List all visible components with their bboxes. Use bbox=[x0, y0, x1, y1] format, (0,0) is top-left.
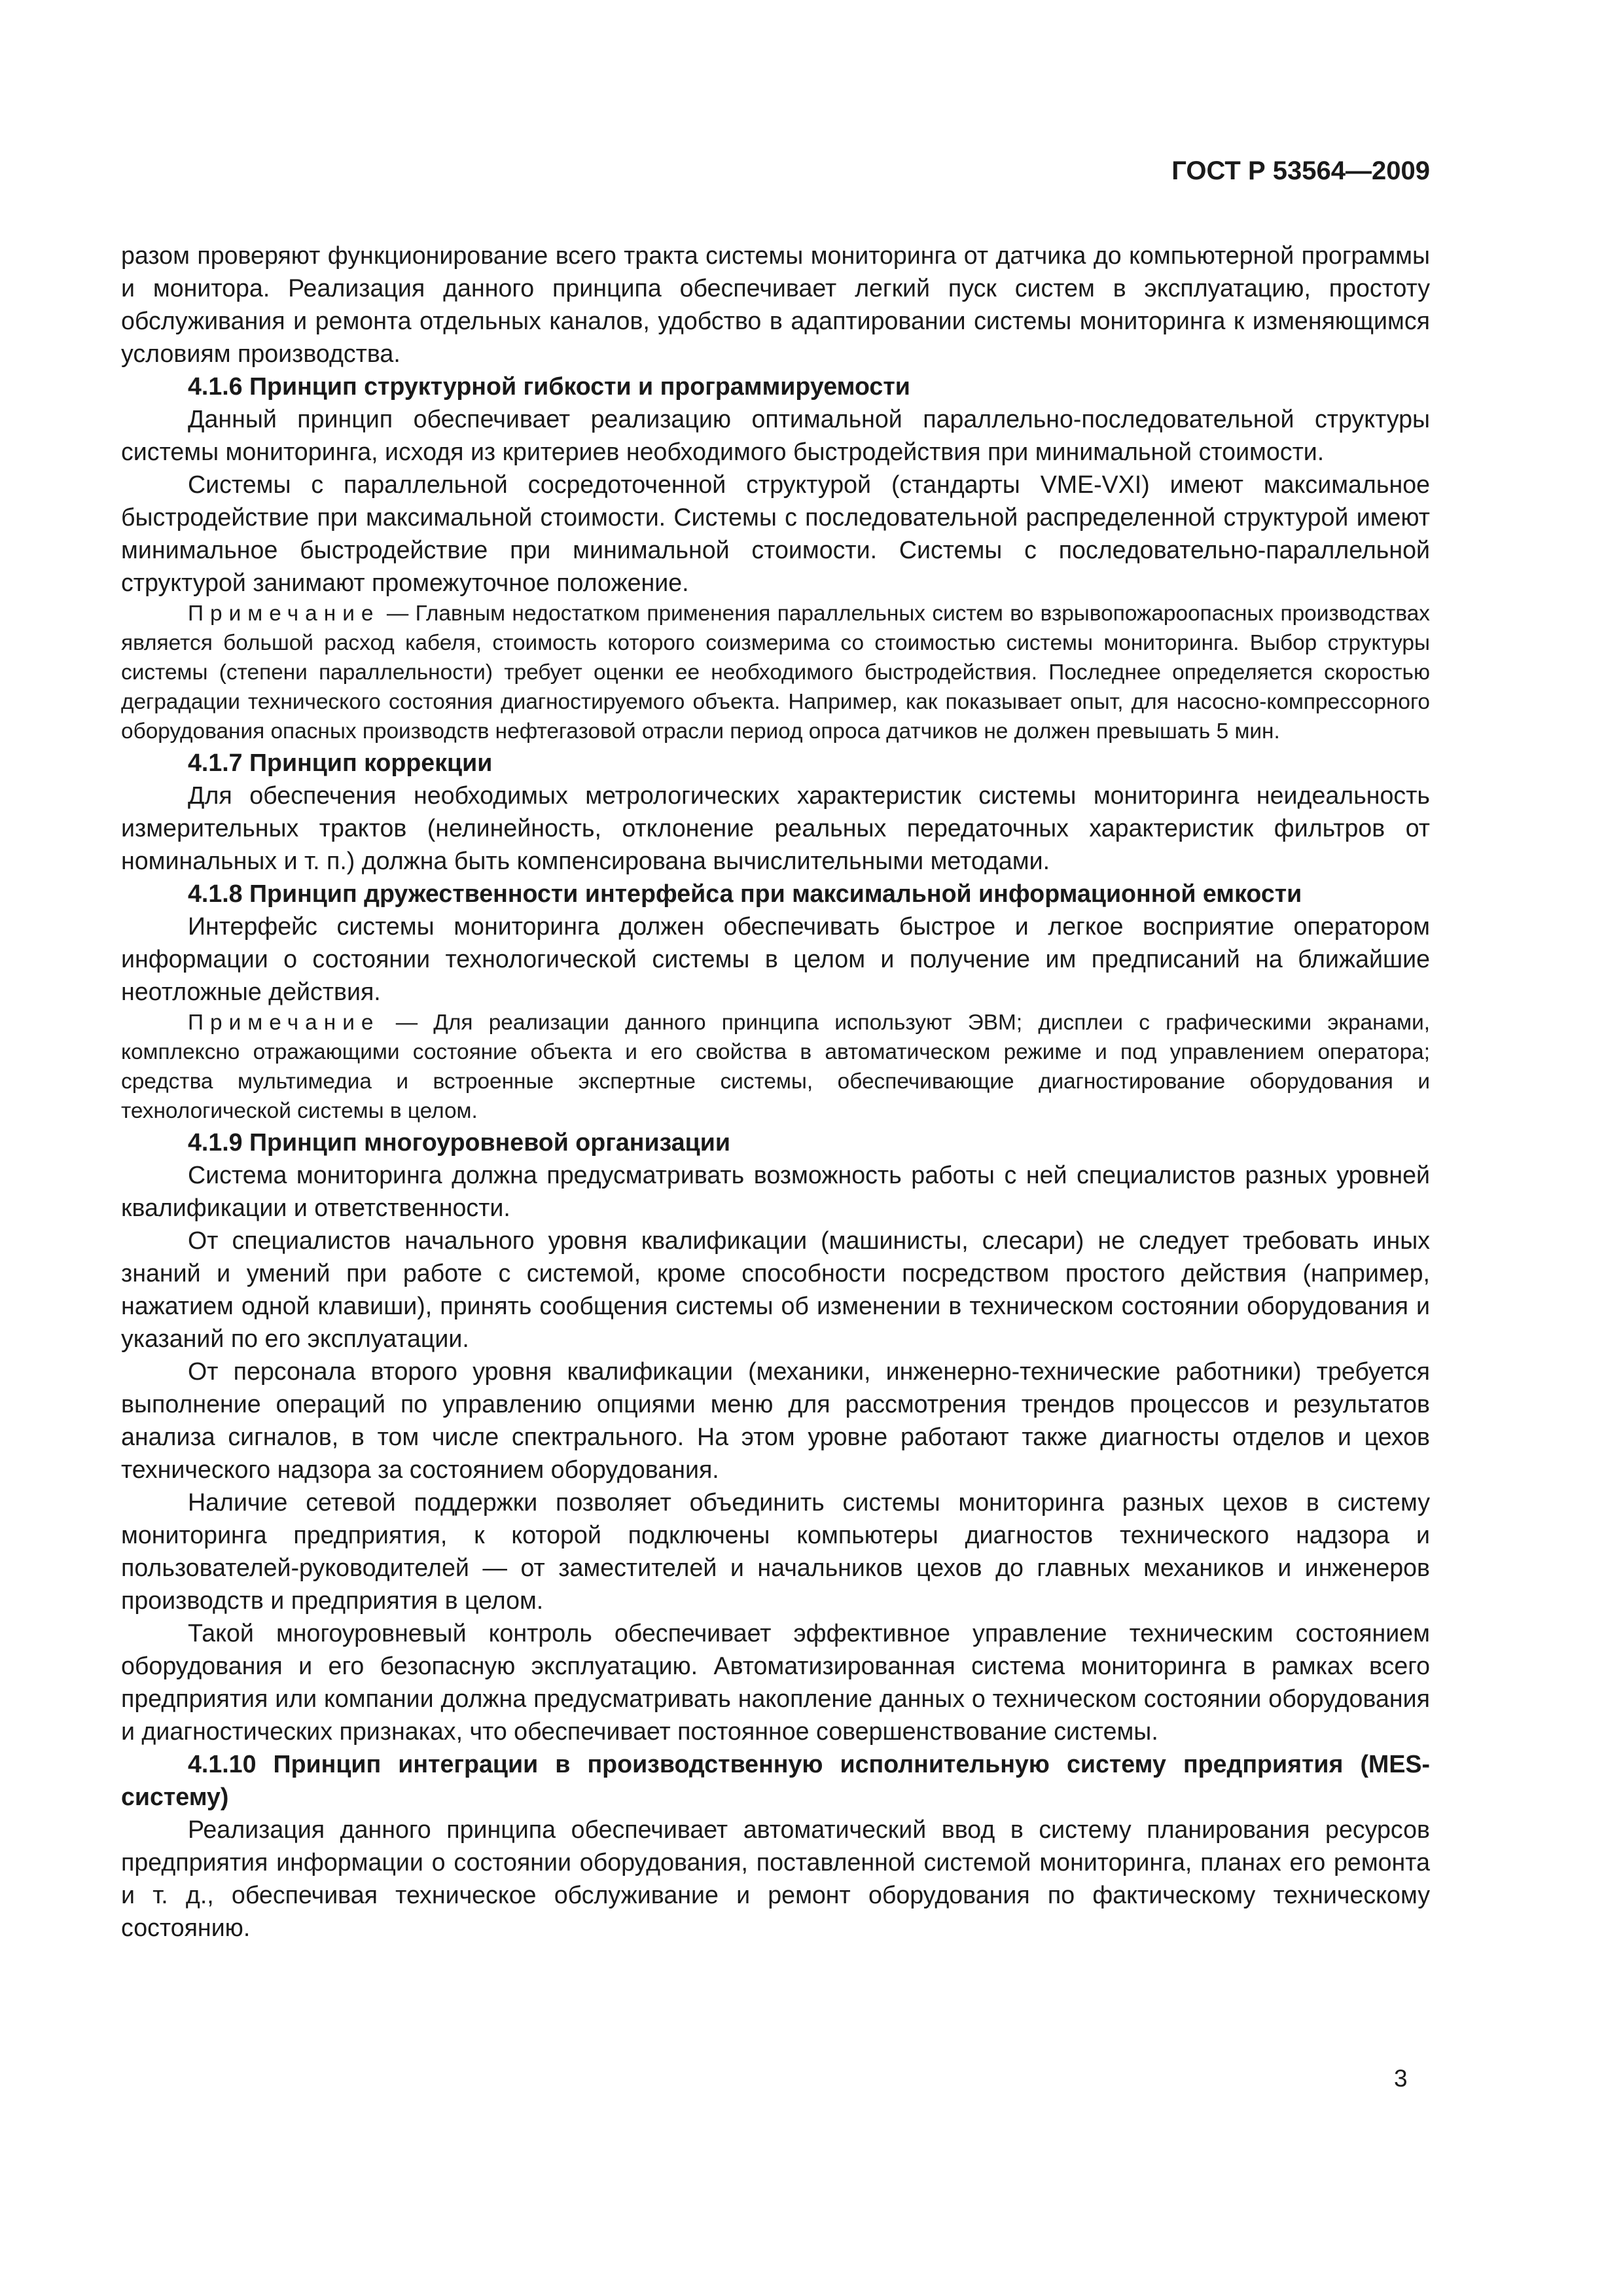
section-heading-4-1-9: 4.1.9 Принцип многоуровневой организации bbox=[188, 1128, 730, 1156]
document-body bbox=[121, 239, 1430, 1944]
paragraph-4-1-9-3: От персонала второго уровня квалификации (механики, инженерно-технические работники) требуется выполнение операций по управлению опциями меню для рассмотрения трендов процессов и результатов анализа сигналов, в том числе спектрального. На этом уровне работают также диагносты отделов и цехов технического надзора за состоянием оборудования. bbox=[121, 1357, 1430, 1483]
paragraph-4-1-9-5: Такой многоуровневый контроль обеспечивает эффективное управление техническим состоянием оборудования и его безопасную эксплуатацию. Автоматизированная система мониторинга в рамках всего предприятия или компании должна предусматривать накопление данных о техническом состоянии оборудования и диагностических признаках, что обеспечивает постоянное совершенствование системы. bbox=[121, 1619, 1430, 1745]
paragraph-intro-continuation: разом проверяют функционирование всего тракта системы мониторинга от датчика до компьютерной программы и монитора. Реализация данного принципа обеспечивает легкий пуск систем в эксплуатацию, простоту обслуживания и ремонта отдельных каналов, удобство в адаптировании системы мониторинга к изменяющимся условиям производства. bbox=[121, 242, 1430, 367]
note-text: — Главным недостатком применения параллельных систем во взрывопожароопасных производствах является большой расход кабеля, стоимость которого соизмерима со стоимостью системы мониторинга. Выбор структуры системы (степени параллельности) требует оценки ее необходимого быстродействия. Последнее определяется скоростью деградации технического состояния диагностируемого объекта. Например, как показывает опыт, для насосно-компрессорного оборудования опасных производств нефтегазовой отрасли период опроса датчиков не должен превышать 5 мин. bbox=[121, 601, 1430, 744]
section-heading-4-1-8: 4.1.8 Принцип дружественности интерфейса при максимальной информационной емкости bbox=[188, 880, 1302, 907]
paragraph-4-1-6-1: Данный принцип обеспечивает реализацию оптимальной параллельно-последовательной структуры системы мониторинга, исходя из критериев необходимого быстродействия при минимальной стоимости. bbox=[121, 405, 1430, 465]
note-text: — Для реализации данного принципа используют ЭВМ; дисплеи с графическими экранами, комплексно отражающими состояние объекта и его свойства в автоматическом режиме и под управлением оператора; средства мультимедиа и встроенные экспертные системы, обеспечивающие диагностирование оборудования и технологической системы в целом. bbox=[121, 1011, 1430, 1123]
note-block-1 bbox=[121, 599, 1430, 746]
document-id-header: ГОСТ Р 53564—2009 bbox=[1171, 156, 1430, 185]
paragraph-4-1-6-2: Системы с параллельной сосредоточенной структурой (стандарты VME-VXI) имеют максимальное быстродействие при максимальной стоимости. Системы с последовательной распределенной структурой имеют минимальное быстродействие при минимальной стоимости. Системы с последовательно-параллельной структурой занимают промежуточное положение. bbox=[121, 471, 1430, 596]
note-label: Примечание bbox=[188, 1011, 380, 1035]
section-heading-4-1-7: 4.1.7 Принцип коррекции bbox=[188, 749, 493, 776]
paragraph-4-1-7: Для обеспечения необходимых метрологических характеристик системы мониторинга неидеальность измерительных трактов (нелинейность, отклонение реальных передаточных характеристик фильтров от номинальных и т. п.) должна быть компенсирована вычислительными методами. bbox=[121, 781, 1430, 874]
section-heading-4-1-6: 4.1.6 Принцип структурной гибкости и программируемости bbox=[188, 372, 910, 400]
paragraph-4-1-8: Интерфейс системы мониторинга должен обеспечивать быстрое и легкое восприятие оператором информации о состоянии технологической системы в целом и получение им предписаний на ближайшие неотложные действия. bbox=[121, 912, 1430, 1005]
note-label: Примечание bbox=[188, 601, 380, 626]
paragraph-4-1-9-4: Наличие сетевой поддержки позволяет объединить системы мониторинга разных цехов в систему мониторинга предприятия, к которой подключены компьютеры диагностов технического надзора и пользователей-руководителей — от заместителей и начальников цехов до главных механиков и инженеров производств и предприятия в целом. bbox=[121, 1488, 1430, 1614]
note-block-2 bbox=[121, 1008, 1430, 1126]
paragraph-4-1-9-1: Система мониторинга должна предусматривать возможность работы с ней специалистов разных уровней квалификации и ответственности. bbox=[121, 1161, 1430, 1221]
paragraph-4-1-10: Реализация данного принципа обеспечивает автоматический ввод в систему планирования ресурсов предприятия информации о состоянии оборудования, поставленной системой мониторинга, планах его ремонта и т. д., обеспечивая техническое обслуживание и ремонт оборудования по фактическому техническому состоянию. bbox=[121, 1816, 1430, 1941]
page-number: 3 bbox=[1394, 2065, 1408, 2092]
paragraph-4-1-9-2: От специалистов начального уровня квалификации (машинисты, слесари) не следует требовать иных знаний и умений при работе с системой, кроме способности посредством простого действия (например, нажатием одной клавиши), принять сообщения системы об изменении в техническом состоянии оборудования и указаний по его эксплуатации. bbox=[121, 1227, 1430, 1352]
document-page bbox=[121, 154, 1430, 1944]
section-heading-4-1-10: 4.1.10 Принцип интеграции в производственную исполнительную систему предприятия (MES-систему) bbox=[121, 1750, 1430, 1810]
